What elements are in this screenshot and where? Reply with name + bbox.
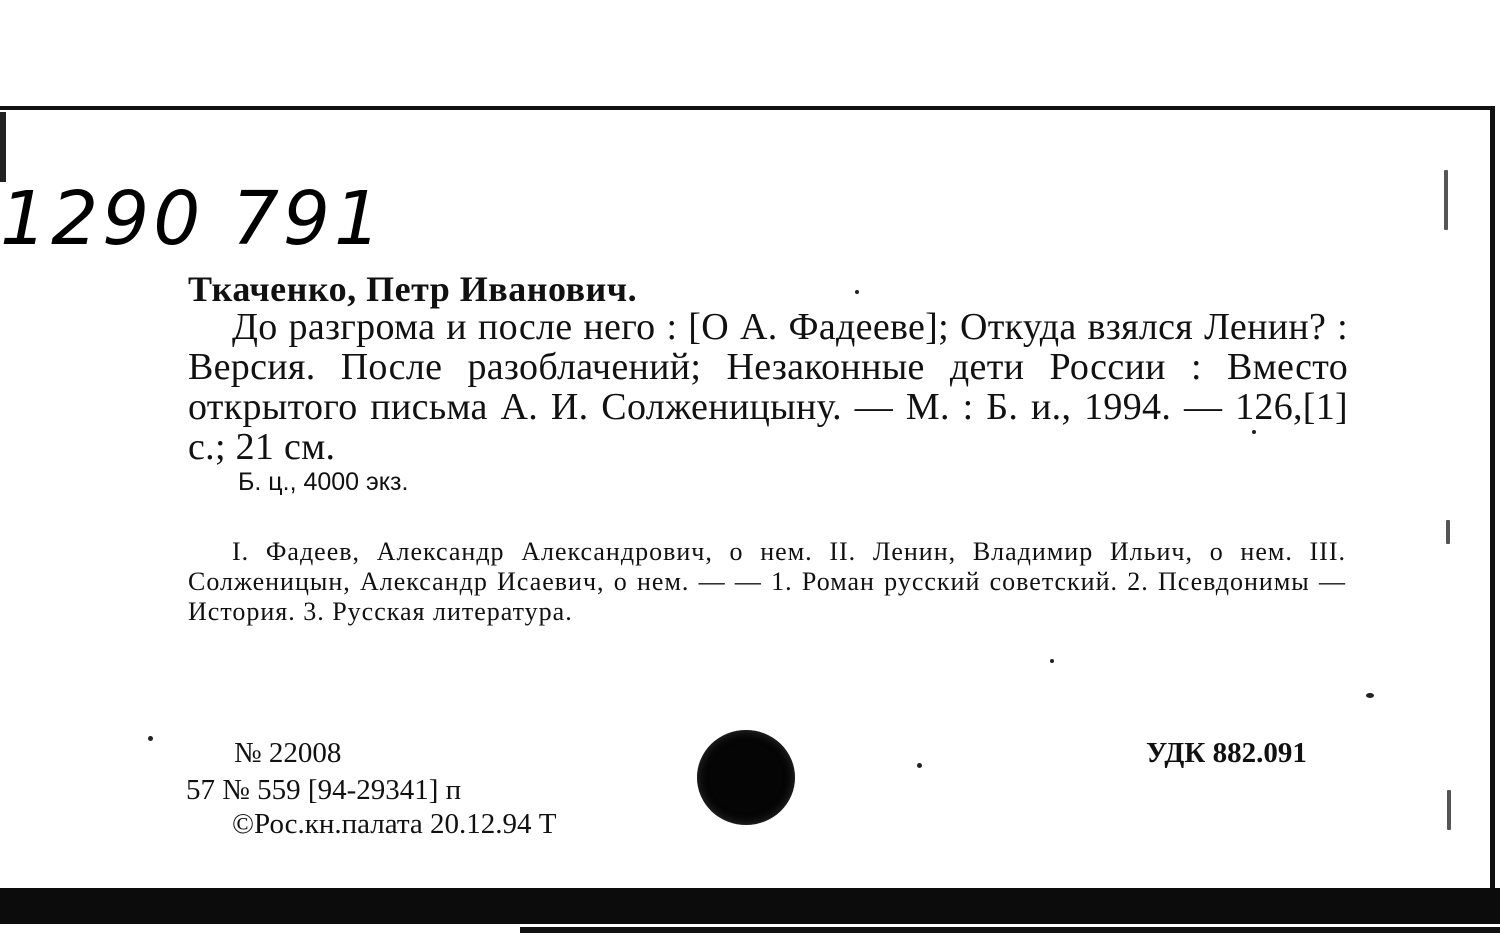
scan-speck xyxy=(1446,520,1450,544)
card-edge-mark xyxy=(0,112,6,182)
scan-bottom-line xyxy=(520,927,1500,933)
scan-speck xyxy=(1444,170,1448,230)
punch-hole xyxy=(697,730,795,825)
scan-speck xyxy=(1050,659,1054,663)
subject-headings: I. Фадеев, Александр Александрович, о нем. II. Ленин, Владимир Ильич, о нем. III. Солженицын, Александр Исаевич, о нем. — — 1. Роман русский советский. 2. Псевдонимы — История. 3. Русская литература. xyxy=(188,537,1346,626)
scan-speck xyxy=(1447,790,1451,830)
price-copies: Б. ц., 4000 экз. xyxy=(238,468,409,496)
scan-speck xyxy=(855,290,859,294)
udk-classification: УДК 882.091 xyxy=(1146,737,1307,769)
title-description: До разгрома и после него : [О А. Фадееве]; Откуда взялся Ленин? : Версия. После разоблачений; Незаконные дети России : Вместо открытого письма А. И. Солженицыну. — М. : Б. и., 1994. — 126,[1] с.; 21 см. xyxy=(188,306,1348,468)
registration-number: № 22008 xyxy=(234,737,342,769)
inventory-number: 1290 791 xyxy=(0,176,386,262)
book-chamber-copyright: ©Рос.кн.палата 20.12.94 Т xyxy=(232,808,557,840)
scan-bottom-border xyxy=(0,888,1500,924)
scan-speck xyxy=(1252,430,1256,434)
author-heading: Ткаченко, Петр Иванович. xyxy=(188,269,638,309)
scan-speck xyxy=(917,763,922,768)
scan-speck xyxy=(1366,693,1374,698)
scan-speck xyxy=(148,736,153,741)
registration-code: 57 № 559 [94-29341] п xyxy=(186,774,462,806)
